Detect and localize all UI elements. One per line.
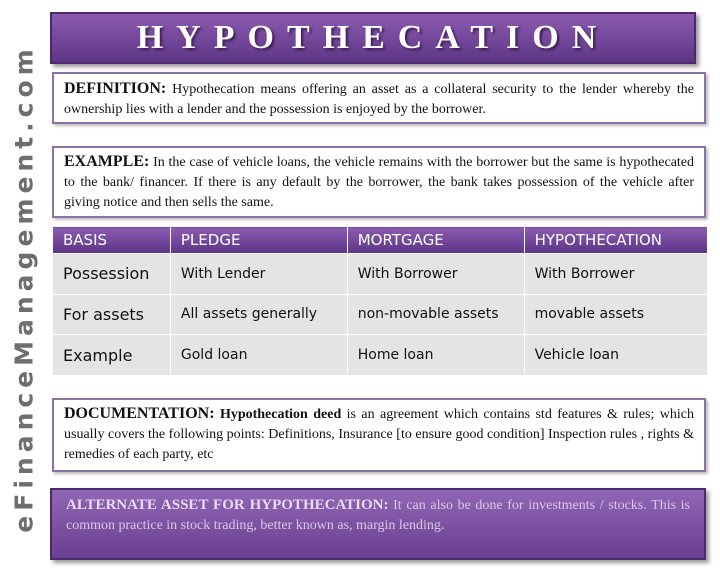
alternate-label: ALTERNATE ASSET FOR HYPOTHECATION:	[66, 497, 389, 513]
header-mortgage: MORTGAGE	[347, 227, 524, 254]
table-row	[53, 294, 708, 335]
comparison-table	[52, 226, 708, 376]
header-hypothecation: HYPOTHECATION	[524, 227, 707, 254]
definition-label: DEFINITION:	[64, 80, 167, 97]
table-row	[53, 254, 708, 295]
cell-pledge: With Lender	[170, 254, 347, 295]
example-box	[52, 146, 706, 218]
cell-basis: For assets	[53, 294, 171, 335]
documentation-box	[52, 398, 706, 472]
definition-box	[52, 72, 706, 124]
cell-mortgage: non-movable assets	[347, 294, 524, 335]
alternate-text: It can also be done for investments / stocks. This is common practice in stock trading, better known as, margin lending.	[66, 498, 690, 533]
alternate-box	[50, 488, 706, 560]
example-text: In the case of vehicle loans, the vehicle remains with the borrower but the same is hypothecated to the bank/ financer. If there is any default by the borrower, the bank takes possession of the vehicle after giving notice and then sells the same.	[64, 155, 695, 210]
header-pledge: PLEDGE	[170, 227, 347, 254]
cell-mortgage: With Borrower	[347, 254, 524, 295]
watermark-text: eFinanceManagement.com	[9, 44, 39, 533]
table-row	[53, 335, 708, 376]
example-label: EXAMPLE:	[64, 153, 150, 170]
definition-text: Hypothecation means offering an asset as a collateral security to the lender whereby the ownership lies with a lender and the possession is enjoyed by the borrower.	[64, 82, 695, 117]
title-banner	[50, 12, 696, 64]
cell-mortgage: Home loan	[347, 335, 524, 376]
page-title: HYPOTHECATION	[136, 19, 610, 56]
table-header-row	[53, 227, 708, 254]
cell-hypothecation: movable assets	[524, 294, 707, 335]
cell-pledge: Gold loan	[170, 335, 347, 376]
header-basis: BASIS	[53, 227, 171, 254]
cell-hypothecation: Vehicle loan	[524, 335, 707, 376]
documentation-label: DOCUMENTATION:	[64, 405, 215, 422]
cell-hypothecation: With Borrower	[524, 254, 707, 295]
cell-basis: Possession	[53, 254, 171, 295]
documentation-term: Hypothecation deed	[219, 407, 342, 422]
cell-basis: Example	[53, 335, 171, 376]
documentation-text: is an agreement which contains std features & rules; which usually covers the following points: Definitions, Insurance [to ensure good condition] Inspection rules , rights & remedies of each party, etc	[64, 407, 694, 462]
watermark-sidebar	[0, 0, 48, 577]
cell-pledge: All assets generally	[170, 294, 347, 335]
